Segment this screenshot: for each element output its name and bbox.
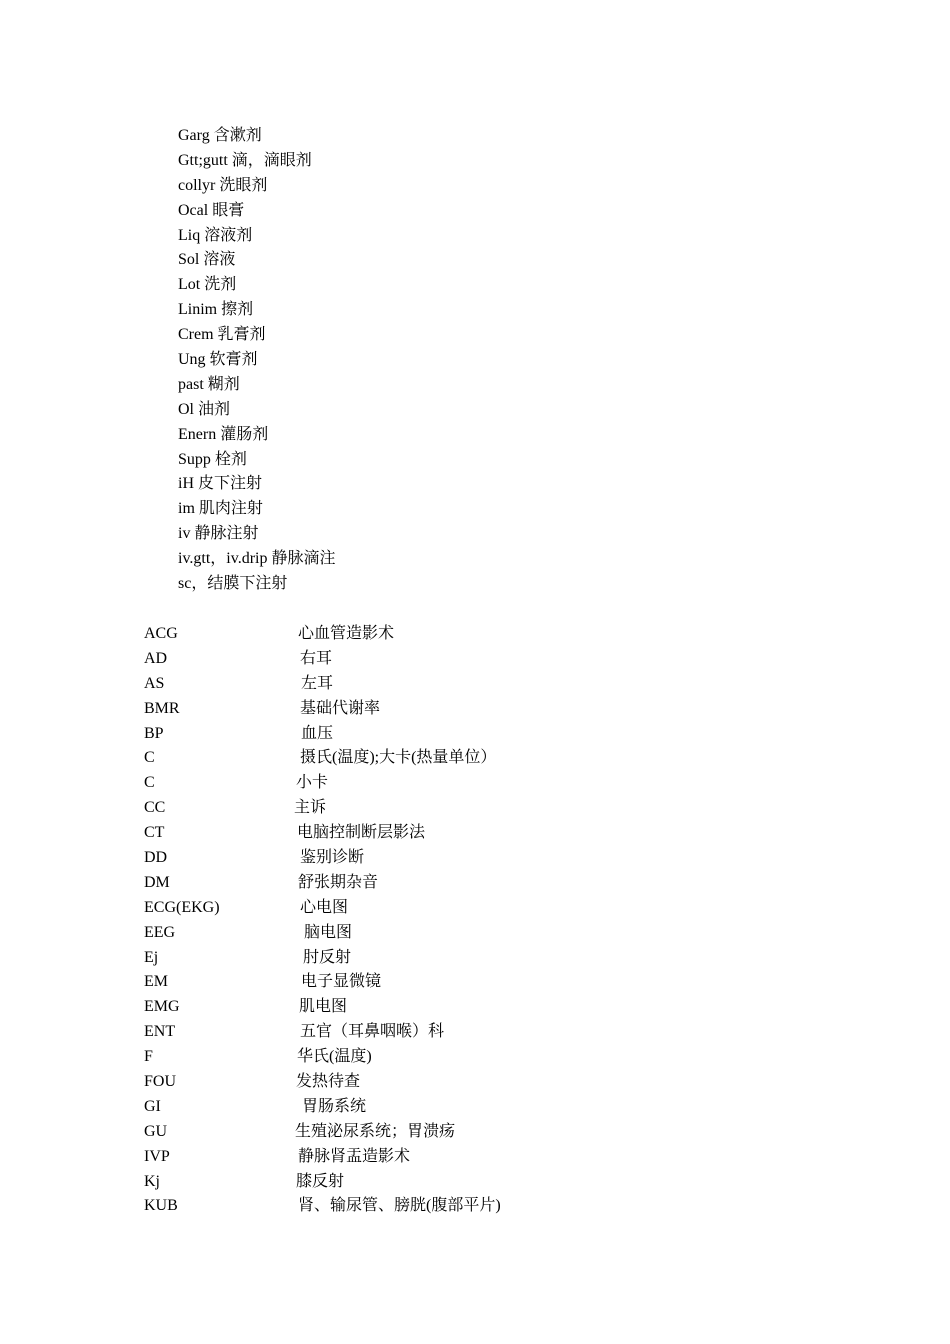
abbreviation-code: BP — [144, 724, 164, 742]
table-row — [144, 1070, 844, 1095]
table-row — [144, 1145, 844, 1170]
table-row — [144, 746, 844, 771]
abbreviation-code: GI — [144, 1097, 161, 1115]
abbreviation-code: ENT — [144, 1023, 176, 1041]
list-item: Gtt;gutt 滴，滴眼剂 — [178, 151, 312, 169]
abbreviation-meaning: 摄氏(温度);大卡(热量单位） — [300, 749, 497, 767]
abbreviation-code: C — [144, 749, 155, 767]
table-row — [144, 846, 844, 871]
abbreviation-meaning: 右耳 — [300, 649, 333, 667]
table-row — [144, 1170, 844, 1195]
abbreviation-table — [144, 622, 844, 1219]
table-row — [144, 1020, 844, 1045]
abbreviation-meaning: 脑电图 — [304, 923, 353, 941]
abbreviation-code: Ej — [144, 948, 159, 966]
table-row — [144, 896, 844, 921]
abbreviation-meaning: 五官（耳鼻咽喉）科 — [300, 1023, 445, 1041]
table-row — [144, 697, 844, 722]
list-item: Sol 溶液 — [178, 251, 236, 269]
table-row — [144, 995, 844, 1020]
table-row — [144, 1045, 844, 1070]
table-row — [144, 622, 844, 647]
abbreviation-meaning: 心血管造影术 — [298, 625, 395, 642]
list-item: Ocal 眼膏 — [178, 201, 245, 219]
table-row — [144, 921, 844, 946]
abbreviation-meaning: 电子显微镜 — [301, 973, 382, 991]
abbreviation-code: C — [144, 774, 155, 792]
abbreviation-code: ACG — [144, 625, 178, 642]
abbreviation-code: FOU — [144, 1073, 177, 1091]
list-item: Linim 擦剂 — [178, 301, 254, 319]
abbreviation-code: CC — [144, 799, 166, 817]
abbreviation-meaning: 鉴别诊断 — [300, 849, 365, 867]
list-item: Lot 洗剂 — [178, 276, 237, 294]
table-row — [144, 946, 844, 971]
abbreviation-code: EEG — [144, 923, 176, 941]
abbreviation-meaning: 主诉 — [294, 799, 327, 817]
table-row — [144, 796, 844, 821]
list-item: Crem 乳膏剂 — [178, 326, 266, 344]
abbreviation-meaning: 舒张期杂音 — [298, 873, 379, 891]
abbreviation-code: DM — [144, 873, 170, 891]
list-item: past 糊剂 — [178, 375, 240, 393]
abbreviation-code: KUB — [144, 1197, 178, 1215]
abbreviation-code: EMG — [144, 998, 180, 1016]
abbreviation-code: AD — [144, 649, 168, 667]
table-row — [144, 1095, 844, 1120]
list-item: collyr 洗眼剂 — [178, 176, 268, 194]
abbreviation-code: F — [144, 1048, 153, 1066]
table-row — [144, 647, 844, 672]
table-row — [144, 771, 844, 796]
list-item: Ung 软膏剂 — [178, 351, 258, 369]
abbreviation-code: ECG(EKG) — [144, 898, 220, 916]
list-item: iv.gtt，iv.drip 静脉滴注 — [178, 550, 336, 568]
table-row — [144, 821, 844, 846]
abbreviation-meaning: 小卡 — [296, 774, 329, 792]
list-item: Supp 栓剂 — [178, 450, 247, 468]
abbreviation-code: BMR — [144, 699, 180, 717]
table-row — [144, 1194, 844, 1219]
list-item: sc，结膜下注射 — [178, 575, 288, 593]
abbreviation-meaning: 胃肠系统 — [302, 1097, 367, 1115]
abbreviation-code: GU — [144, 1122, 168, 1140]
table-row — [144, 970, 844, 995]
table-row — [144, 722, 844, 747]
abbreviation-code: AS — [144, 674, 165, 692]
abbreviation-code: CT — [144, 824, 165, 842]
table-row — [144, 672, 844, 697]
list-item: iH 皮下注射 — [178, 475, 263, 493]
table-row — [144, 1120, 844, 1145]
list-item: Enern 灌肠剂 — [178, 425, 269, 443]
abbreviation-meaning: 肘反射 — [303, 948, 352, 966]
abbreviation-meaning: 发热待查 — [296, 1073, 361, 1091]
abbreviation-meaning: 心电图 — [300, 898, 349, 916]
abbreviation-code: DD — [144, 849, 168, 867]
list-item: Garg 含漱剂 — [178, 127, 262, 144]
dosage-forms-list — [178, 124, 335, 597]
list-item: iv 静脉注射 — [178, 525, 259, 543]
abbreviation-meaning: 基础代谢率 — [300, 699, 381, 717]
abbreviation-meaning: 肾、输尿管、膀胱(腹部平片) — [298, 1197, 501, 1215]
abbreviation-code: EM — [144, 973, 168, 991]
abbreviation-meaning: 电脑控制断层影法 — [297, 824, 426, 842]
abbreviation-meaning: 左耳 — [301, 674, 334, 692]
table-row — [144, 871, 844, 896]
list-item: im 肌肉注射 — [178, 500, 263, 518]
list-item: Liq 溶液剂 — [178, 226, 253, 244]
abbreviation-meaning: 生殖泌尿系统；胃溃疡 — [295, 1122, 456, 1140]
abbreviation-meaning: 膝反射 — [296, 1172, 345, 1190]
abbreviation-code: IVP — [144, 1147, 170, 1165]
abbreviation-meaning: 华氏(温度) — [297, 1048, 372, 1066]
abbreviation-code: Kj — [144, 1172, 160, 1190]
abbreviation-meaning: 静脉肾盂造影术 — [298, 1147, 411, 1165]
abbreviation-meaning: 肌电图 — [299, 998, 348, 1016]
abbreviation-meaning: 血压 — [301, 724, 334, 742]
list-item: Ol 油剂 — [178, 400, 231, 418]
